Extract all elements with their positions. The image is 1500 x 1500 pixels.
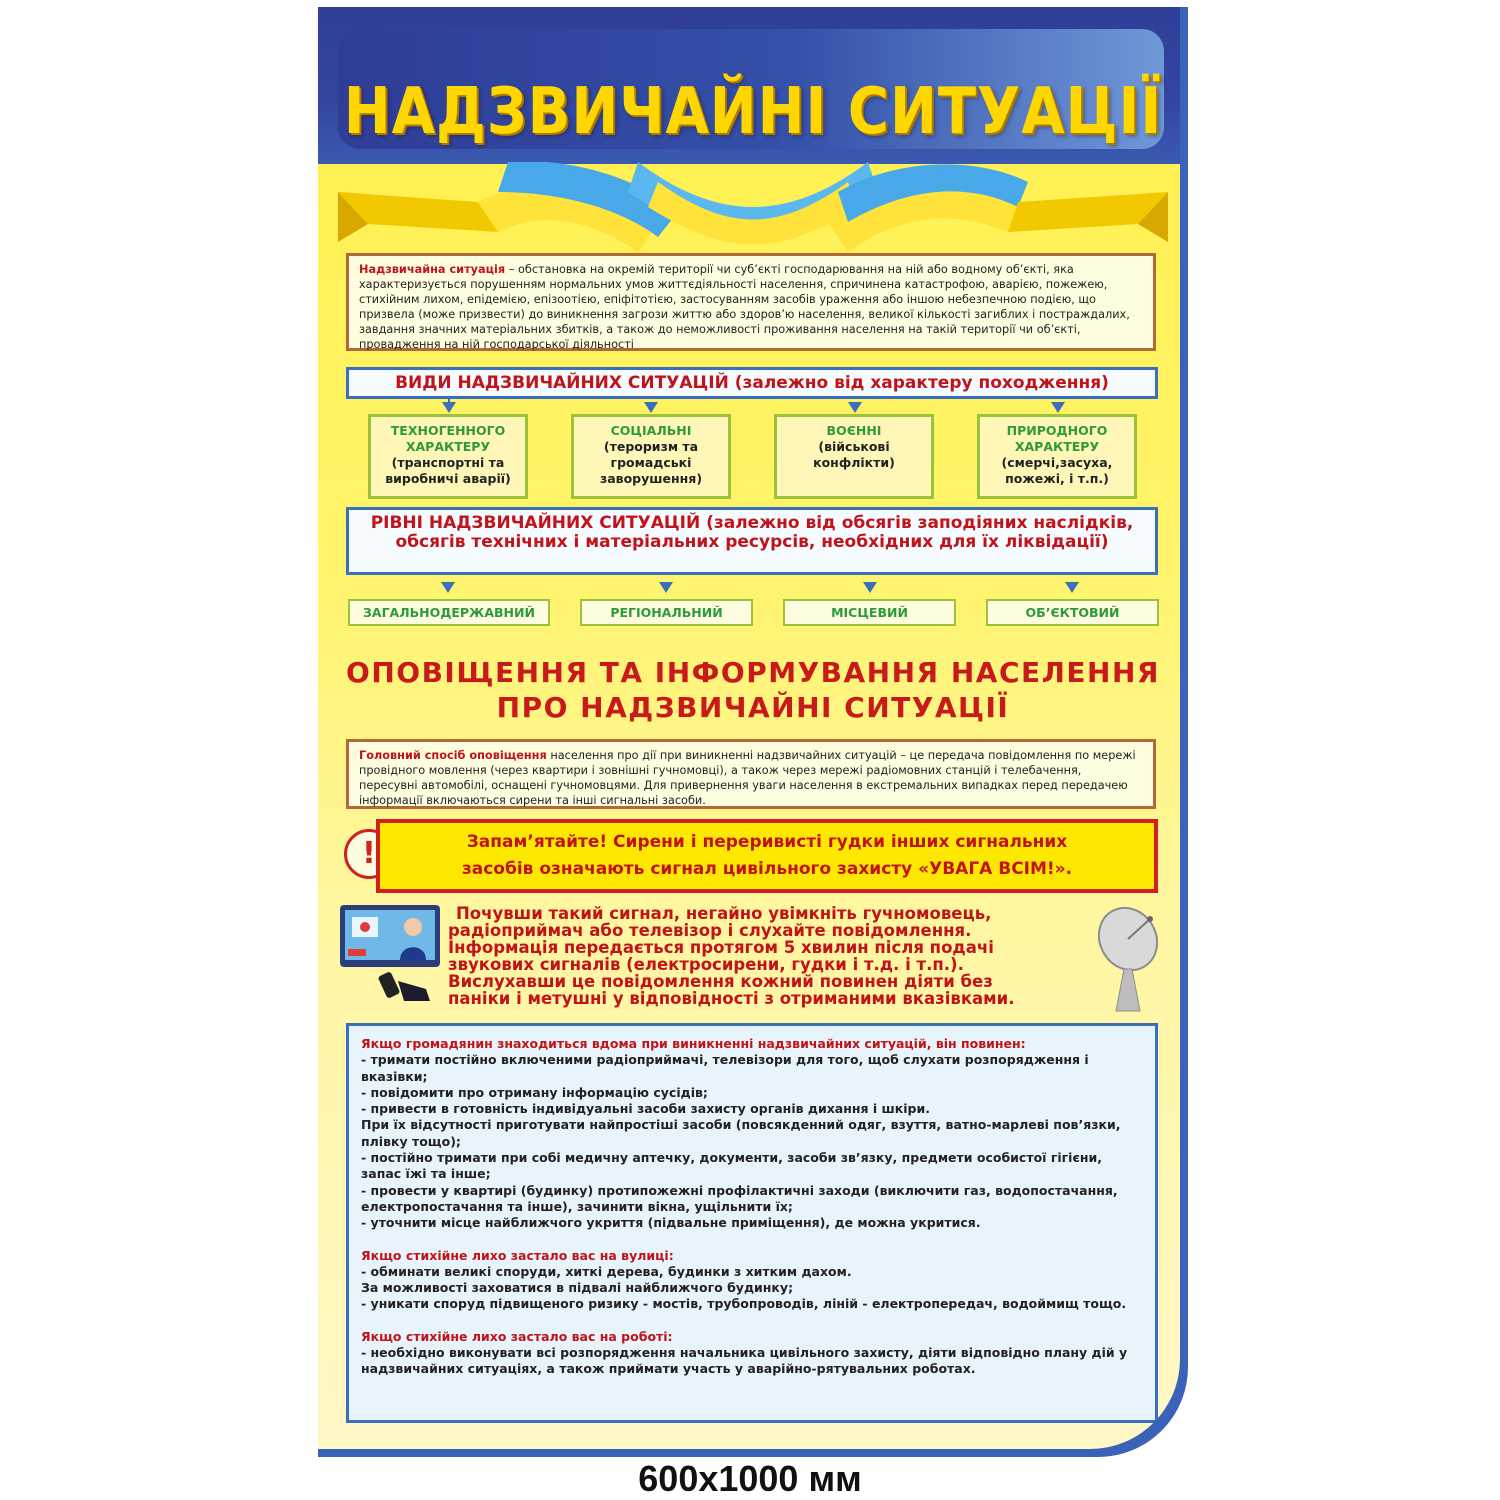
- type-desc: (військові конфлікти): [813, 439, 895, 470]
- warning-line1: Запам’ятайте! Сирени і переривисті гудки інших сигнальних: [466, 832, 1068, 852]
- arrow-down-icon: [848, 402, 862, 413]
- rules-item: - провести у квартирі (будинку) протипожежні профілактичні заходи (виключити газ, водопостачання, електропостачання та інше), зачинити вікна, ущільнити їх;: [361, 1182, 1118, 1214]
- rules-item: - обминати великі споруди, хиткі дерева, будинки з хитким дахом.: [361, 1263, 852, 1279]
- type-desc: (тероризм та громадські заворушення): [599, 439, 703, 486]
- notify-box: [346, 739, 1156, 809]
- signal-line: Вислухавши це повідомлення кожний повинен діяти без: [448, 972, 993, 991]
- satellite-dish-icon: [1088, 899, 1168, 1014]
- arrow-down-icon: [1065, 582, 1079, 593]
- type-title: ТЕХНОГЕННОГО ХАРАКТЕРУ: [390, 423, 506, 454]
- definition-term: Надзвичайна ситуація: [359, 263, 506, 276]
- arrow-down-icon: [659, 582, 673, 593]
- arrow-down-icon: [644, 402, 658, 413]
- notify-term: Головний спосіб оповіщення: [359, 749, 547, 762]
- signal-line: Почувши такий сигнал, негайно увімкніть гучномовець,: [456, 904, 992, 923]
- notify-heading-line1: ОПОВІЩЕННЯ ТА ІНФОРМУВАННЯ НАСЕЛЕННЯ: [346, 656, 1160, 689]
- rules-item: - тримати постійно включеними радіоприймачі, телевізори для того, щоб слухати розпорядження і вказівки;: [361, 1052, 1089, 1084]
- type-title: СОЦІАЛЬНІ: [610, 423, 692, 438]
- type-social: [571, 414, 731, 499]
- tv-remote-icon: [338, 903, 448, 1003]
- size-caption: 600x1000 мм: [638, 1458, 862, 1499]
- rules-item: - необхідно виконувати всі розпорядження начальника цивільного захисту, діяти відповідно плану дій у надзвичайних ситуаціях, а також приймати участь у аварійно-рятувальних роботах.: [361, 1345, 1128, 1377]
- exclamation-icon: !: [344, 829, 394, 879]
- definition-box: [346, 253, 1156, 351]
- warning-line2: засобів означають сигнал цивільного захисту «УВАГА ВСІМ!».: [461, 859, 1073, 879]
- warning-box: [376, 819, 1158, 893]
- type-technogenic: [368, 414, 528, 499]
- signal-instructions: [448, 905, 1088, 1007]
- type-title: ПРИРОДНОГО ХАРАКТЕРУ: [1006, 423, 1108, 454]
- rules-home-heading: Якщо громадянин знаходиться вдома при виникненні надзвичайних ситуацій, він повинен:: [361, 1036, 1026, 1051]
- rules-item: - привести в готовність індивідуальні засоби захисту органів дихання і шкіри.: [361, 1101, 931, 1117]
- arrow-down-icon: [863, 582, 877, 593]
- type-desc: (транспортні та виробничі аварії): [385, 455, 511, 486]
- level-national: ЗАГАЛЬНОДЕРЖАВНИЙ: [348, 599, 550, 626]
- level-local: МІСЦЕВИЙ: [783, 599, 956, 626]
- level-object: ОБ’ЄКТОВИЙ: [986, 599, 1159, 626]
- signal-line: паніки і метушні у відповідності з отриманими вказівками.: [448, 989, 1015, 1008]
- header-band: [318, 7, 1188, 164]
- rules-item: За можливості заховатися в підвалі найближчого будинку;: [361, 1280, 794, 1296]
- rules-item: При їх відсутності приготувати найпростіші засоби (повсякденний одяг, взуття, ватно-марлеві пов’язки, плівку тощо);: [361, 1117, 1121, 1149]
- type-title: ВОЄННІ: [826, 423, 882, 438]
- level-regional: РЕГІОНАЛЬНИЙ: [580, 599, 753, 626]
- rules-item: - уникати споруд підвищеного ризику - мостів, трубопроводів, ліній - електропередач, водоймищ тощо.: [361, 1296, 1127, 1312]
- rules-item: - уточнити місце найближчого укриття (підвальне приміщення), де можна укритися.: [361, 1215, 981, 1231]
- signal-line: звукових сигналів (електросирени, гудки і т.д. і т.п.).: [448, 955, 964, 974]
- ukrainian-ribbon-decoration: [338, 162, 1168, 262]
- definition-text: – обстановка на окремій території чи суб’єкті господарювання на ній або водному об’єкті, яка характеризується порушенням нормальних умов життєдіяльності населення, спричинена катастрофою, аварією, пожежею, стихійним лихом, епідемією, епізоотією, епіфітотією, застосуванням засобів ураження або іншою небезпечною подією, що призвела (може призвести) до виникнення загрози життю або здоров’ю населення, великої кількості загиблих і постраждалих, завдання значних матеріальних збитків, а також до неможливості проживання населення на такій території чи об’єкті, провадження на ній господарської діяльності: [359, 263, 1130, 351]
- type-desc: (смерчі,засуха, пожежі, і т.п.): [1001, 455, 1113, 486]
- rules-work-heading: Якщо стихійне лихо застало вас на роботі:: [361, 1328, 673, 1344]
- notify-heading: [318, 655, 1188, 725]
- arrow-down-icon: [441, 582, 455, 593]
- stand-poster: [318, 7, 1188, 1457]
- header-panel: [338, 29, 1164, 149]
- type-military: [774, 414, 934, 499]
- signal-line: Інформація передається протягом 5 хвилин після подачі: [448, 938, 994, 957]
- levels-heading: [346, 507, 1158, 575]
- rules-item: - повідомити про отриману інформацію сусідів;: [361, 1084, 708, 1100]
- type-natural: [977, 414, 1137, 499]
- arrow-down-icon: [1051, 402, 1065, 413]
- rules-street-heading: Якщо стихійне лихо застало вас на вулиці:: [361, 1247, 674, 1263]
- types-heading: ВИДИ НАДЗВИЧАЙНИХ СИТУАЦІЙ (залежно від характеру походження): [346, 367, 1158, 399]
- levels-heading-main: РІВНІ НАДЗВИЧАЙНИХ СИТУАЦІЙ: [370, 513, 701, 533]
- rules-box: [346, 1023, 1158, 1423]
- arrow-down-icon: [442, 402, 456, 413]
- notify-text: населення про дії при виникненні надзвичайних ситуацій – це передача повідомлення по мережі провідного мовлення (через квартири і зовнішні гучномовці), а також через мережі радіомовних станцій і телебачення, пересувні автомобілі, оснащені гучномовцями. Для привернення уваги населення в екстремальних випадках перед передачею інформації включаються сирени та інші сигнальні засоби.: [359, 749, 1136, 807]
- poster-title: НАДЗВИЧАЙНІ СИТУАЦІЇ: [343, 74, 1163, 149]
- notify-heading-line2: ПРО НАДЗВИЧАЙНІ СИТУАЦІЇ: [496, 691, 1010, 724]
- levels-heading-rest: (залежно від обсягів заподіяних наслідків, обсягів технічних і матеріальних ресурсів, необхідних для їх ліквідації): [395, 513, 1134, 552]
- rules-item: - постійно тримати при собі медичну аптечку, документи, засоби зв’язку, предмети особистої гігієни, запас їжі та інше;: [361, 1150, 1102, 1182]
- signal-line: радіоприймач або телевізор і слухайте повідомлення.: [448, 921, 972, 940]
